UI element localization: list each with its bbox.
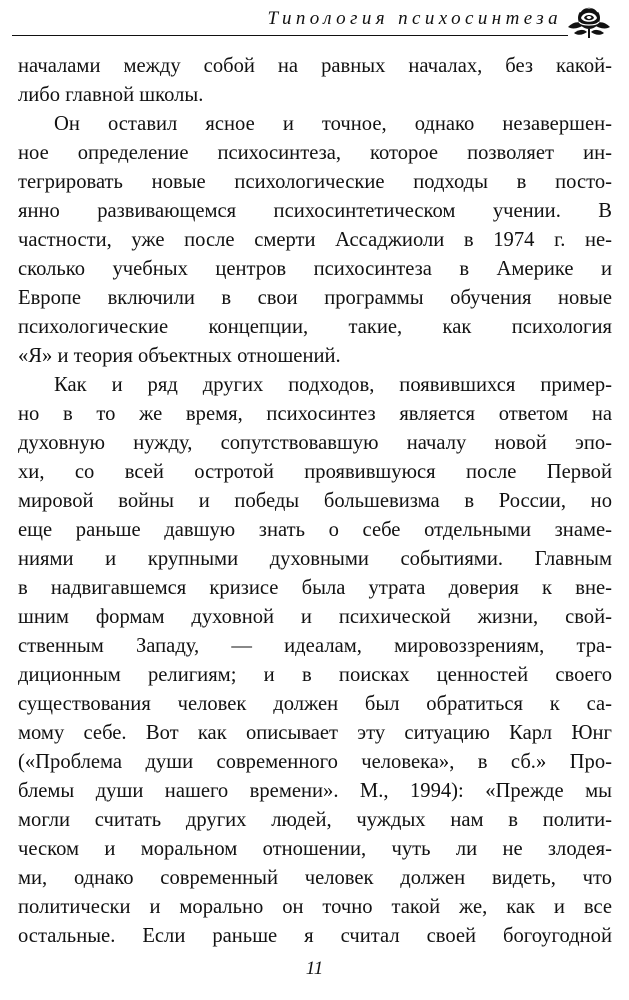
text-line: ственным Западу, — идеалам, мировоззрениям, тра- <box>18 635 612 657</box>
text-line: сколько учебных центров психосинтеза в Америке и <box>18 258 612 280</box>
text-line: диционным религиям; и в поисках ценностей своего <box>18 664 612 686</box>
text-line: мировой войны и победы большевизма в России, но <box>18 490 612 512</box>
text-line: остальные. Если раньше я считал своей богоугодной <box>18 925 612 947</box>
running-header <box>12 7 612 39</box>
text-line: ное определение психосинтеза, которое позволяет ин- <box>18 142 612 164</box>
header-rule <box>12 35 568 36</box>
text-line: янно развивающемся психосинтетическом учении. В <box>18 200 612 222</box>
text-line: психологические концепции, такие, как психология <box>18 316 612 338</box>
text-line: Он оставил ясное и точное, однако незавершен- <box>54 113 612 135</box>
text-line: тегрировать новые психологические подходы в посто- <box>18 171 612 193</box>
text-line: в надвигавшемся кризисе была утрата доверия к вне- <box>18 577 612 599</box>
text-line: шним формам духовной и психической жизни, свой- <box>18 606 612 628</box>
text-line: хи, со всей остротой проявившуюся после Первой <box>18 461 612 483</box>
text-line: («Проблема души современного человека», в сб.» Про- <box>18 751 612 773</box>
body-text <box>18 52 612 951</box>
text-line: политически и морально он точно такой же, как и все <box>18 896 612 918</box>
text-line: мому себе. Вот как описывает эту ситуацию Карл Юнг <box>18 722 612 744</box>
text-line: ниями и крупными духовными событиями. Главным <box>18 548 612 570</box>
text-line: Европе включили в свои программы обучения новые <box>18 287 612 309</box>
text-line: Как и ряд других подходов, появившихся пример- <box>54 374 612 396</box>
rose-icon <box>566 3 612 39</box>
page-number: 11 <box>305 958 324 979</box>
text-line: блемы души нашего времени». М., 1994): «Прежде мы <box>18 780 612 802</box>
text-line: но в то же время, психосинтез является ответом на <box>18 403 612 425</box>
text-line: могли считать других людей, чуждых нам в полити- <box>18 809 612 831</box>
text-line: ческом и моральном отношении, чуть ли не злодея- <box>18 838 612 860</box>
text-line: существования человек должен был обратиться к са- <box>18 693 612 715</box>
running-header-title: Типология психосинтеза <box>267 8 562 29</box>
text-line: духовную нужду, сопутствовавшую началу новой эпо- <box>18 432 612 454</box>
text-line: частности, уже после смерти Ассаджиоли в 1974 г. не- <box>18 229 612 251</box>
text-line: «Я» и теория объектных отношений. <box>18 345 341 367</box>
text-line: началами между собой на равных началах, без какой- <box>18 55 612 77</box>
text-line: еще раньше давшую знать о себе отдельными знаме- <box>18 519 612 541</box>
text-line: ми, однако современный человек должен видеть, что <box>18 867 612 889</box>
text-line: либо главной школы. <box>18 84 204 106</box>
